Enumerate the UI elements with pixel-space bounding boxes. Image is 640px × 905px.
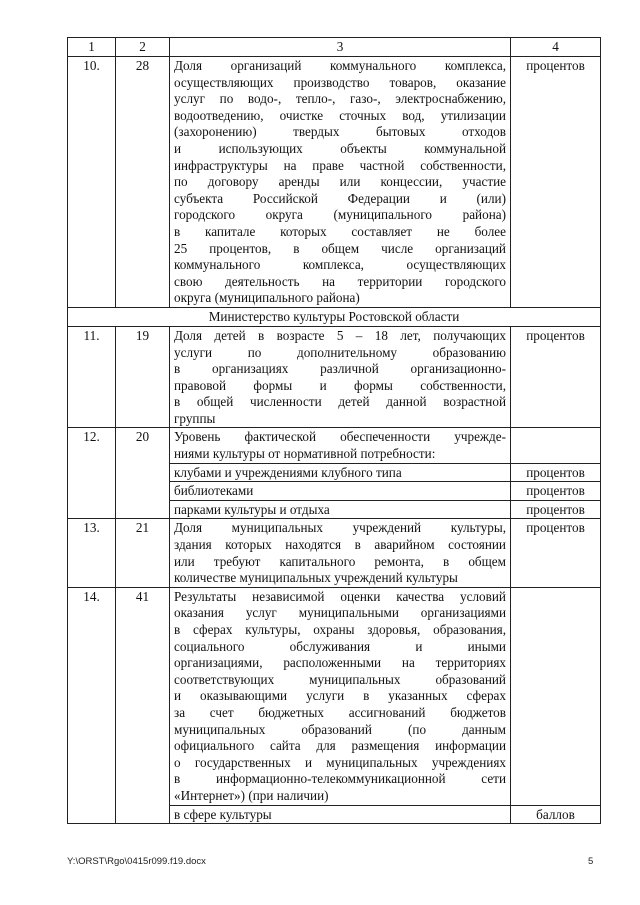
table-row-12 xyxy=(68,428,601,463)
row-code: 21 xyxy=(116,519,170,587)
description-line: социального обслуживания и иными xyxy=(174,638,506,654)
description-line: инфраструктуры на праве частной собственности, xyxy=(174,157,506,173)
section-row xyxy=(68,307,601,326)
description-line: услуги по дополнительному образованию xyxy=(174,344,506,360)
row-description xyxy=(170,57,511,308)
row-description xyxy=(170,326,511,428)
description-line: количестве муниципальных учреждений культуры xyxy=(174,570,458,586)
section-title: Министерство культуры Ростовской области xyxy=(68,307,601,326)
row-code: 41 xyxy=(116,587,170,823)
description-line: официального сайта для размещения информации xyxy=(174,738,506,754)
description-line: в общей численности детей данной возрастной xyxy=(174,394,506,410)
description-line: по договору аренды или концессии, участие xyxy=(174,174,506,190)
description-line: за счет бюджетных ассигнований бюджетов xyxy=(174,704,506,720)
description-line: здания которых находятся в аварийном состоянии xyxy=(174,537,506,553)
row-code: 20 xyxy=(116,428,170,519)
row-description xyxy=(170,587,511,805)
subrow-unit: процентов xyxy=(511,500,601,519)
table-header-row xyxy=(68,38,601,57)
row-number: 12. xyxy=(68,428,116,519)
description-line: Доля организаций коммунального комплекса, xyxy=(174,58,506,73)
page-number: 5 xyxy=(588,856,594,867)
table-row-14 xyxy=(68,587,601,805)
header-col-1: 1 xyxy=(68,38,116,57)
subrow-label: клубами и учреждениями клубного типа xyxy=(170,463,511,482)
row-number: 14. xyxy=(68,587,116,823)
description-line: в организациях различной организационно- xyxy=(174,361,506,377)
description-line: правовой формы и формы собственности, xyxy=(174,377,506,393)
subrow-label: парками культуры и отдыха xyxy=(170,500,511,519)
subrow-unit: процентов xyxy=(511,463,601,482)
description-line: муниципальных образований (по данным xyxy=(174,721,506,737)
row-description xyxy=(170,519,511,587)
description-line: коммунального комплекса, осуществляющих xyxy=(174,257,506,273)
description-line: субъекта Российской Федерации и (или) xyxy=(174,190,506,206)
row-unit-empty xyxy=(511,428,601,463)
description-line: округа (муниципального района) xyxy=(174,290,360,306)
description-line: в сферах культуры, охраны здоровья, образования, xyxy=(174,622,506,637)
header-col-4: 4 xyxy=(511,38,601,57)
description-line: оказания услуг муниципальными организациями xyxy=(174,605,506,621)
header-col-3: 3 xyxy=(170,38,511,57)
row-number: 13. xyxy=(68,519,116,587)
description-line: Доля детей в возрасте 5 – 18 лет, получающих xyxy=(174,327,506,343)
description-line: Доля муниципальных учреждений культуры, xyxy=(174,520,506,536)
row-code: 19 xyxy=(116,326,170,428)
table-row-13 xyxy=(68,519,601,587)
description-line: организациями, расположенными на территориях xyxy=(174,655,506,671)
description-line: и использующих объекты коммунальной xyxy=(174,140,506,156)
row-unit: процентов xyxy=(511,519,601,587)
description-line: группы xyxy=(174,410,216,426)
description-line: Уровень фактической обеспеченности учрежде- xyxy=(174,429,506,445)
row-description xyxy=(170,428,511,463)
table-row-11 xyxy=(68,326,601,428)
row-number: 11. xyxy=(68,326,116,428)
row-unit: процентов xyxy=(511,326,601,428)
file-path-footer: Y:\ORST\Rgo\0415r099.f19.docx xyxy=(67,856,206,867)
description-line: в капитале которых составляет не более xyxy=(174,223,506,239)
row-number: 10. xyxy=(68,57,116,308)
subrow-label: в сфере культуры xyxy=(170,805,511,824)
description-line: 25 процентов, в общем числе организаций xyxy=(174,240,506,256)
table-row-10 xyxy=(68,57,601,308)
subrow-label: библиотеками xyxy=(170,482,511,501)
description-line: о государственных и муниципальных учреждениях xyxy=(174,754,506,770)
subrow-unit: баллов xyxy=(511,805,601,824)
description-line: в информационно-телекоммуникационной сети xyxy=(174,771,506,787)
subrow-unit: процентов xyxy=(511,482,601,501)
description-line: и оказывающими услуги в указанных сферах xyxy=(174,688,506,704)
description-line: или требуют капитального ремонта, в общем xyxy=(174,553,506,569)
row-unit: процентов xyxy=(511,57,601,308)
description-line: услуг по водо-, тепло-, газо-, электроснабжению, xyxy=(174,91,506,107)
description-line: (захоронению) твердых бытовых отходов xyxy=(174,124,506,140)
row-unit-empty xyxy=(511,587,601,805)
description-line: городского округа (муниципального района) xyxy=(174,207,506,223)
description-line: свою деятельность на территории городского xyxy=(174,273,506,289)
row-code: 28 xyxy=(116,57,170,308)
description-line: «Интернет») (при наличии) xyxy=(174,787,329,803)
description-line: ниями культуры от нормативной потребности: xyxy=(174,446,436,462)
description-line: соответствующих муниципальных образований xyxy=(174,671,506,687)
description-line: водоотведению, очистке сточных вод, утилизации xyxy=(174,107,506,123)
description-line: осуществляющих производство товаров, оказание xyxy=(174,74,506,90)
indicators-table xyxy=(67,37,601,824)
description-line: Результаты независимой оценки качества условий xyxy=(174,588,506,604)
header-col-2: 2 xyxy=(116,38,170,57)
